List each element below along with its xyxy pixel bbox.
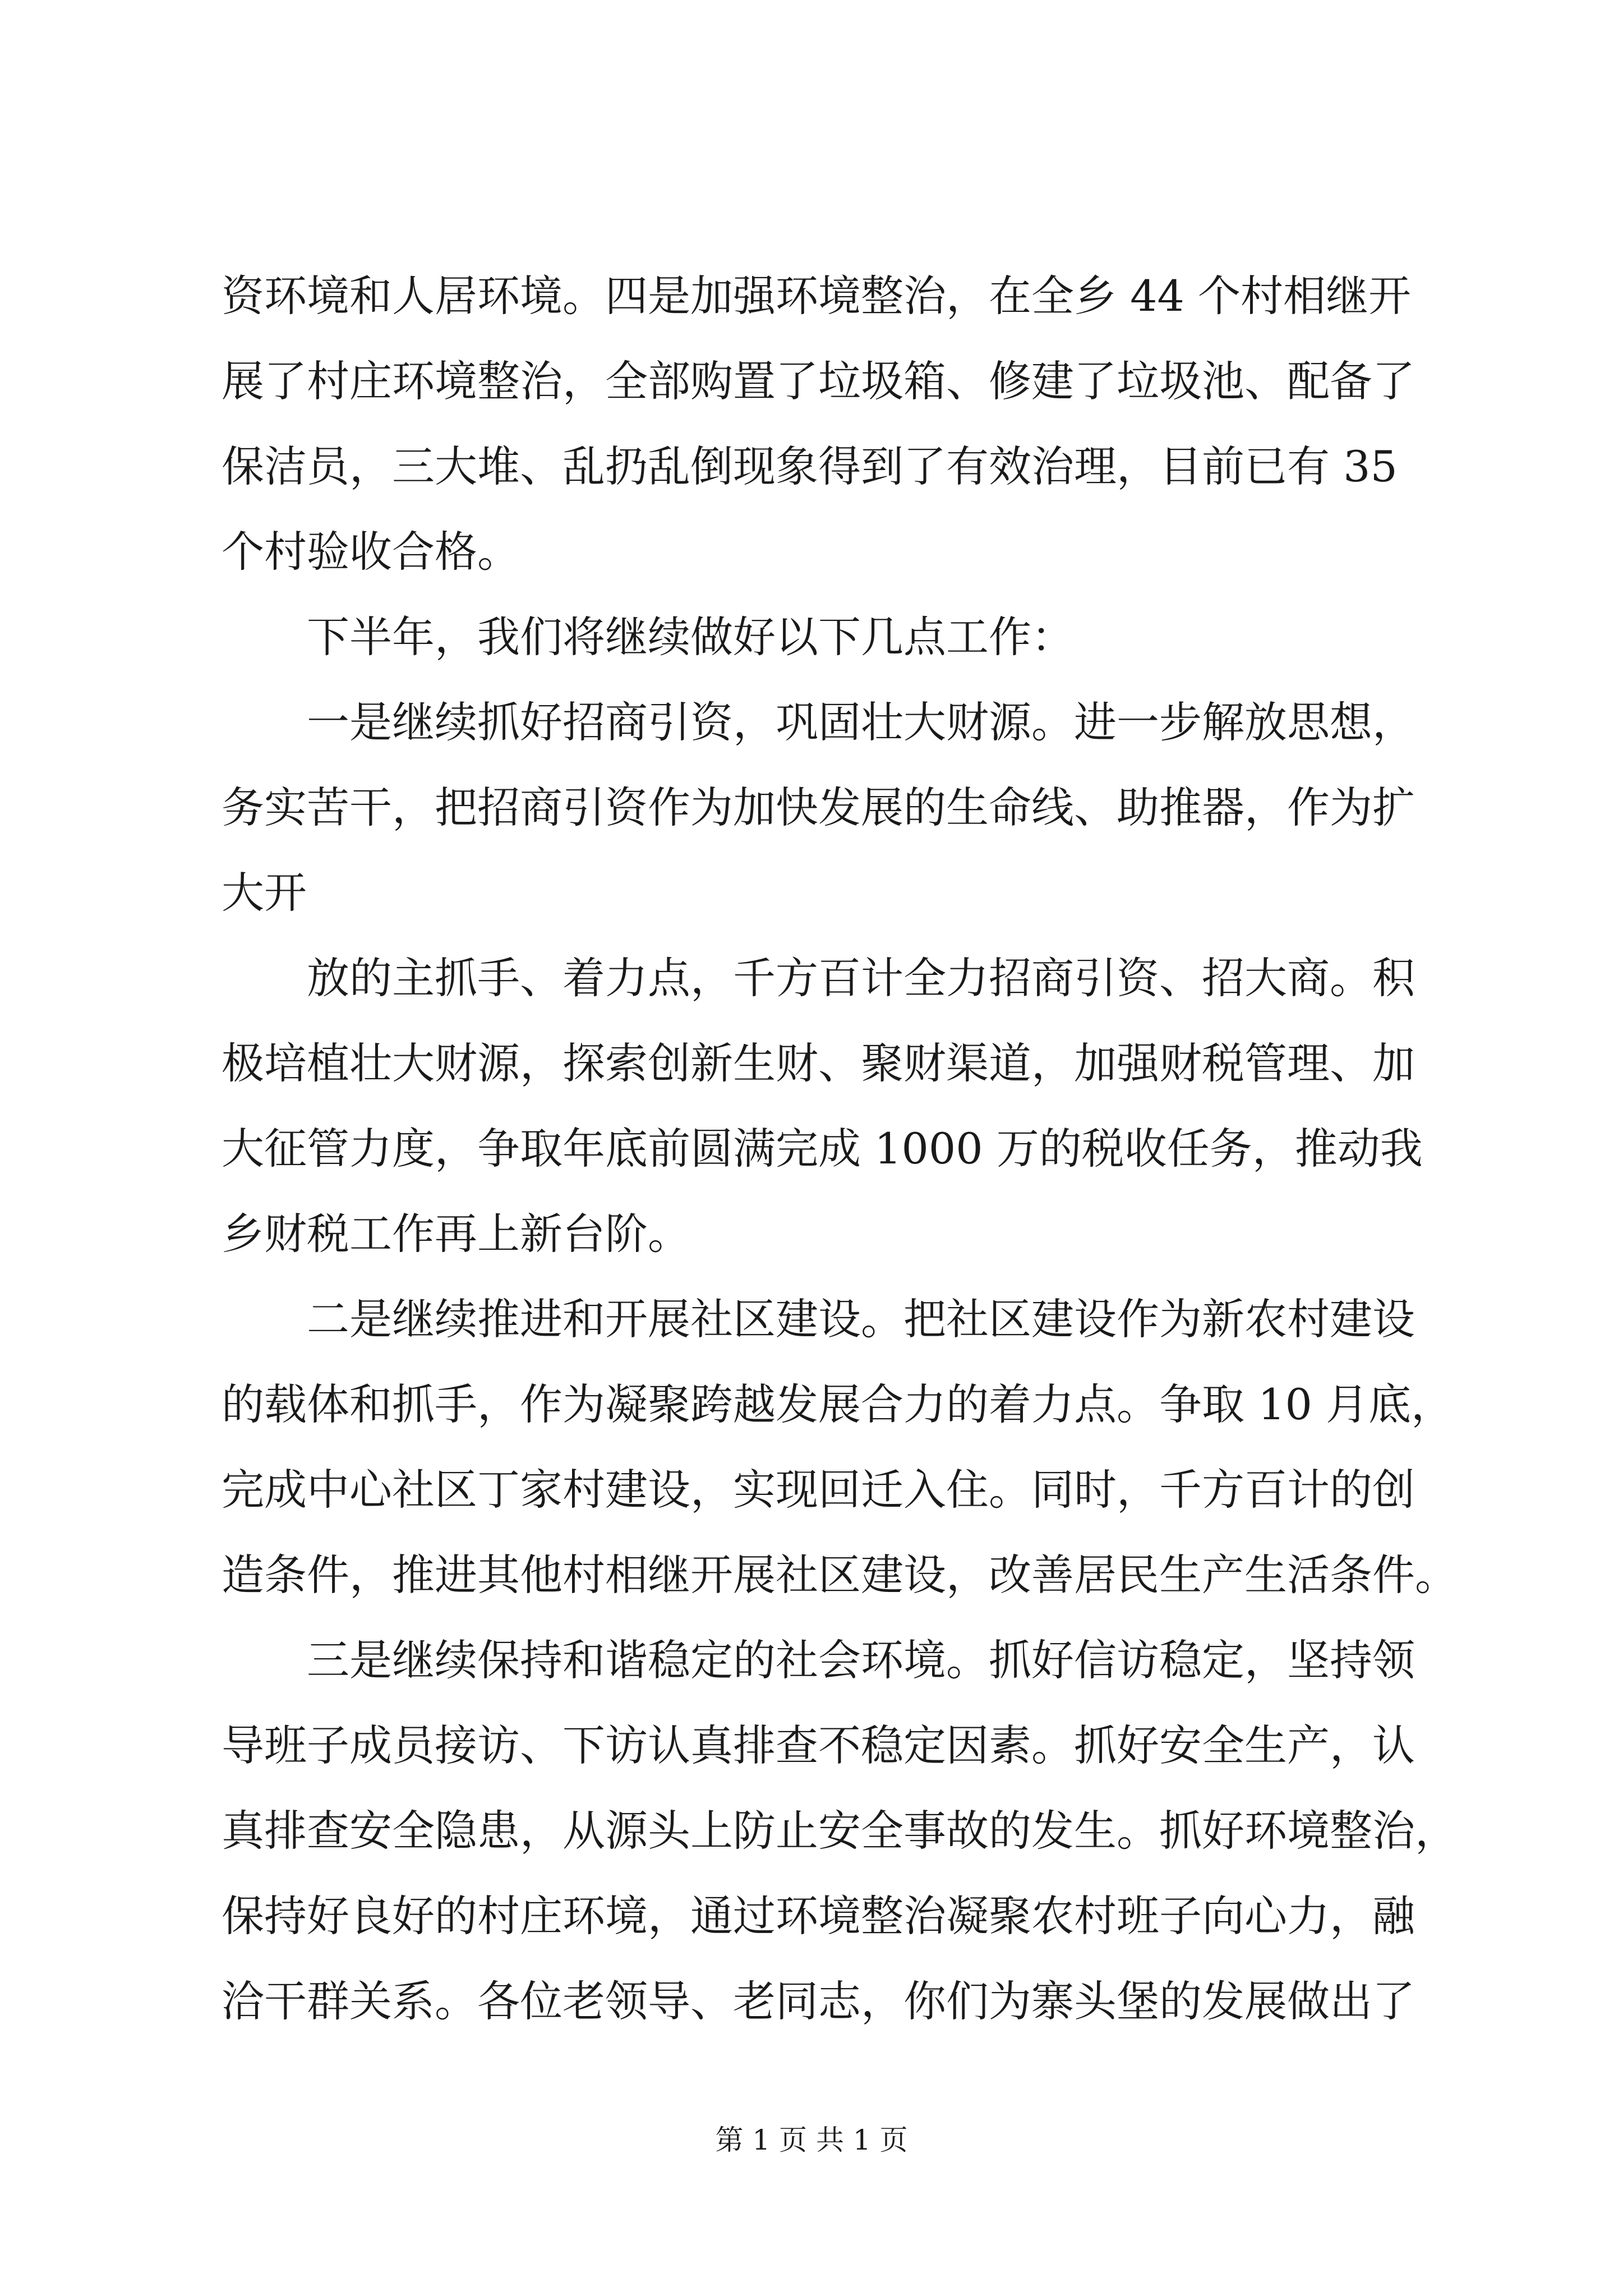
text-line: 保持好良好的村庄环境，通过环境整治凝聚农村班子向心力，融 (222, 1891, 1415, 1941)
text-line: 一是继续抓好招商引资，巩固壮大财源。进一步解放思想， (222, 697, 1415, 747)
text-line: 保洁员，三大堆、乱扔乱倒现象得到了有效治理，目前已有 35 (222, 441, 1398, 491)
text-line: 洽干群关系。各位老领导、老同志，你们为寨头堡的发展做出了 (222, 1976, 1415, 2026)
text-line: 展了村庄环境整治，全部购置了垃圾箱、修建了垃圾池、配备了 (222, 356, 1415, 406)
text-line: 造条件，推进其他村相继开展社区建设，改善居民生产生活条件。 (222, 1550, 1458, 1600)
page-footer: 第 1 页 共 1 页 (715, 2124, 908, 2156)
body-text (222, 254, 1458, 2044)
text-line: 极培植壮大财源，探索创新生财、聚财渠道，加强财税管理、加 (222, 1038, 1415, 1088)
text-line: 下半年，我们将继续做好以下几点工作： (222, 612, 1074, 662)
text-line: 大开 (222, 868, 307, 918)
text-line: 务实苦干，把招商引资作为加快发展的生命线、助推器，作为扩 (222, 783, 1415, 832)
text-line: 的载体和抓手，作为凝聚跨越发展合力的着力点。争取 10 月底， (222, 1379, 1454, 1429)
text-line: 资环境和人居环境。四是加强环境整治，在全乡 44 个村相继开 (222, 271, 1412, 321)
text-line: 二是继续推进和开展社区建设。把社区建设作为新农村建设 (222, 1294, 1415, 1344)
text-line: 真排查安全隐患，从源头上防止安全事故的发生。抓好环境整治， (222, 1806, 1458, 1856)
text-line: 导班子成员接访、下访认真排查不稳定因素。抓好安全生产，认 (222, 1720, 1415, 1770)
text-line: 个村验收合格。 (222, 527, 520, 577)
text-line: 放的主抓手、着力点，千方百计全力招商引资、招大商。积 (222, 953, 1415, 1003)
text-line: 乡财税工作再上新台阶。 (222, 1209, 690, 1259)
text-line: 三是继续保持和谐稳定的社会环境。抓好信访稳定，坚持领 (222, 1635, 1415, 1685)
text-line: 完成中心社区丁家村建设，实现回迁入住。同时，千方百计的创 (222, 1465, 1415, 1515)
text-line: 大征管力度，争取年底前圆满完成 1000 万的税收任务，推动我 (222, 1124, 1423, 1174)
